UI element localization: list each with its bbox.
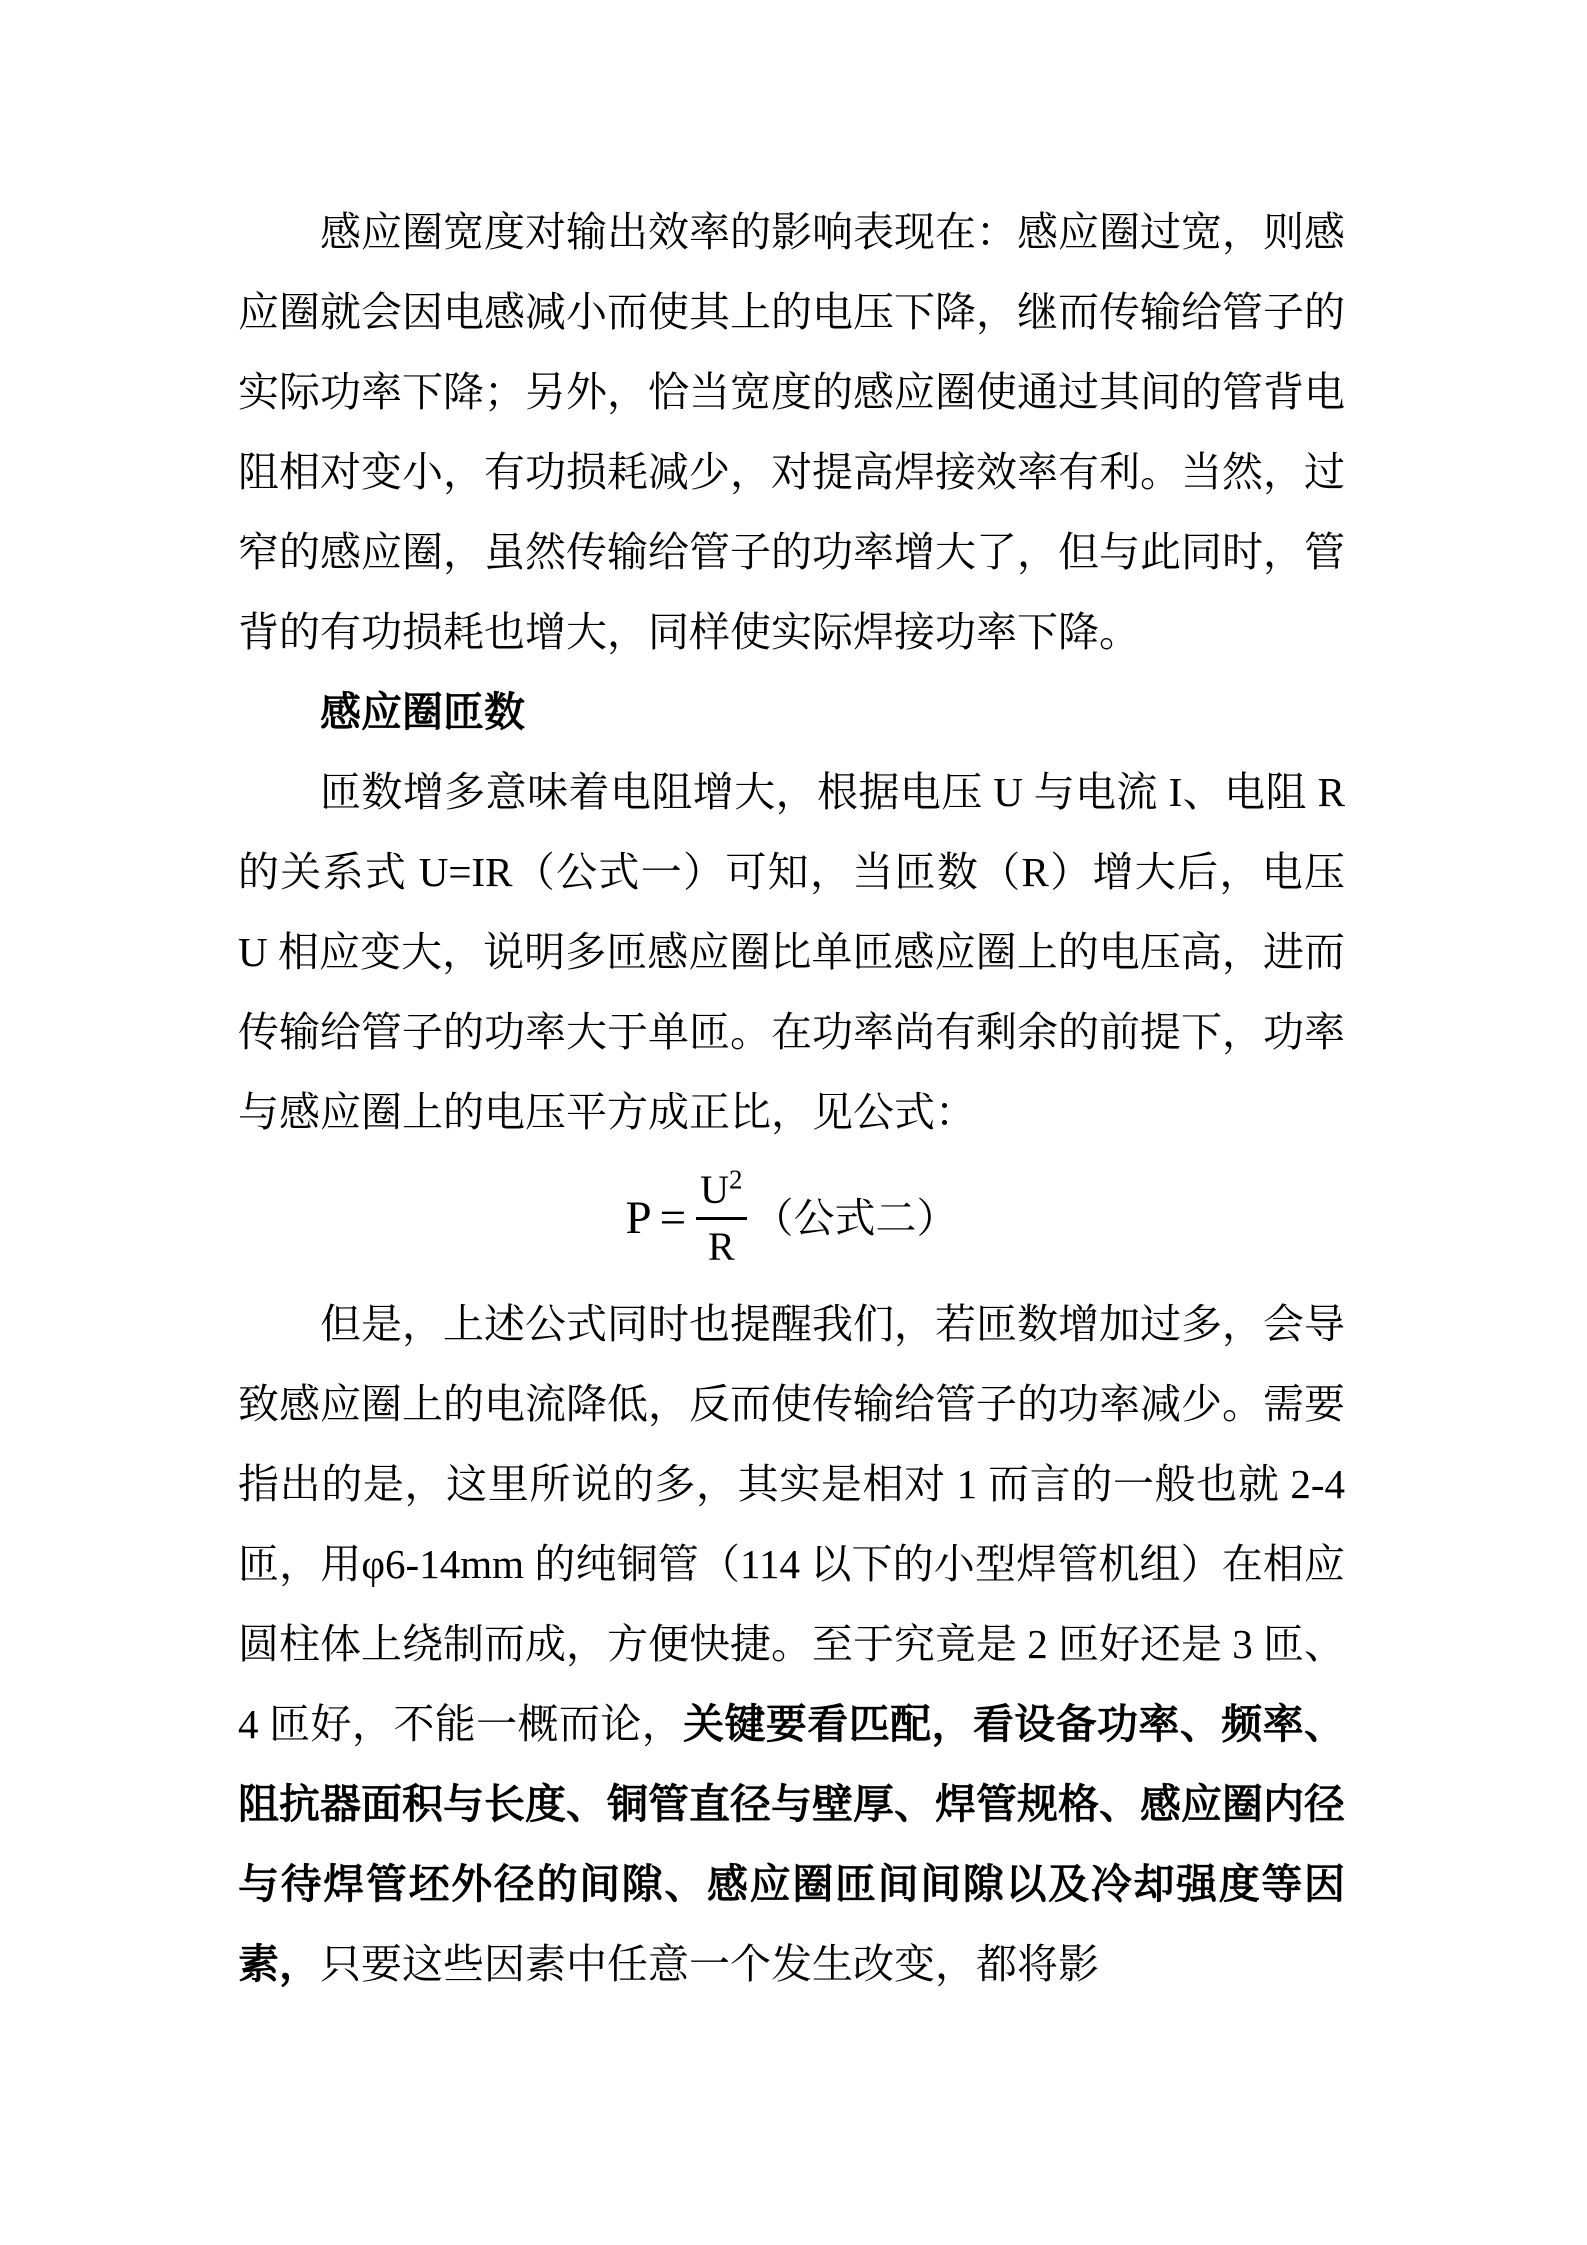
formula-label: （公式二）: [752, 1194, 958, 1241]
discussion-bold-segment: 关键要看匹配，看设备功率、频率、阻抗器面积与长度、铜管直径与壁厚、焊管规格、感应圈内径与待焊管坯外径的间隙、感应圈匝间间隙以及冷却强度等因素，: [238, 1701, 1346, 1987]
discussion-regular-segment-2: 只要这些因素中任意一个发生改变，都将影: [320, 1941, 1099, 1987]
document-page: [238, 192, 1345, 2004]
paragraph-turns-intro: [238, 752, 1345, 1152]
paragraph-coil-width: [238, 192, 1345, 672]
paragraph-coil-width-text: 感应圈宽度对输出效率的影响表现在：感应圈过宽，则感应圈就会因电感减小而使其上的电压下降，继而传输给管子的实际功率下降；另外，恰当宽度的感应圈使通过其间的管背电阻相对变小，有功损耗减少，对提高焊接效率有利。当然，过窄的感应圈，虽然传输给管子的功率增大了，但与此同时，管背的有功损耗也增大，同样使实际焊接功率下降。: [238, 209, 1345, 655]
formula-denominator: R: [707, 1223, 735, 1269]
paragraph-turns-discussion: [238, 1284, 1345, 2004]
formula-fraction: [696, 1164, 746, 1269]
formula-numerator-base: U: [700, 1166, 730, 1212]
section-heading-text: 感应圈匝数: [320, 689, 525, 735]
paragraph-turns-intro-text: 匝数增多意味着电阻增大，根据电压 U 与电流 I、电阻 R 的关系式 U=IR（公式一）可知，当匝数（R）增大后，电压 U 相应变大，说明多匝感应圈比单匝感应圈上的电压高，进而传输给管子的功率大于单匝。在功率尚有剩余的前提下，功率与感应圈上的电压平方成正比，见公式：: [238, 769, 1345, 1135]
section-heading-coil-turns: [238, 672, 1345, 752]
formula-equals-sign: =: [659, 1191, 687, 1244]
formula-block: [238, 1152, 1345, 1284]
discussion-regular-segment-1: 但是，上述公式同时也提醒我们，若匝数增加过多，会导致感应圈上的电流降低，反而使传输给管子的功率减少。需要指出的是，这里所说的多，其实是相对 1 而言的一般也就 2-4 匝，用φ6-14mm 的纯铜管（114 以下的小型焊管机组）在相应圆柱体上绕制而成，方便快捷。至于究竟是 2 匝好还是 3 匝、4 匝好，不能一概而论，: [238, 1301, 1345, 1747]
formula-numerator: [696, 1164, 746, 1220]
formula-numerator-exponent: 2: [729, 1164, 743, 1195]
formula-lhs: P: [625, 1191, 652, 1244]
